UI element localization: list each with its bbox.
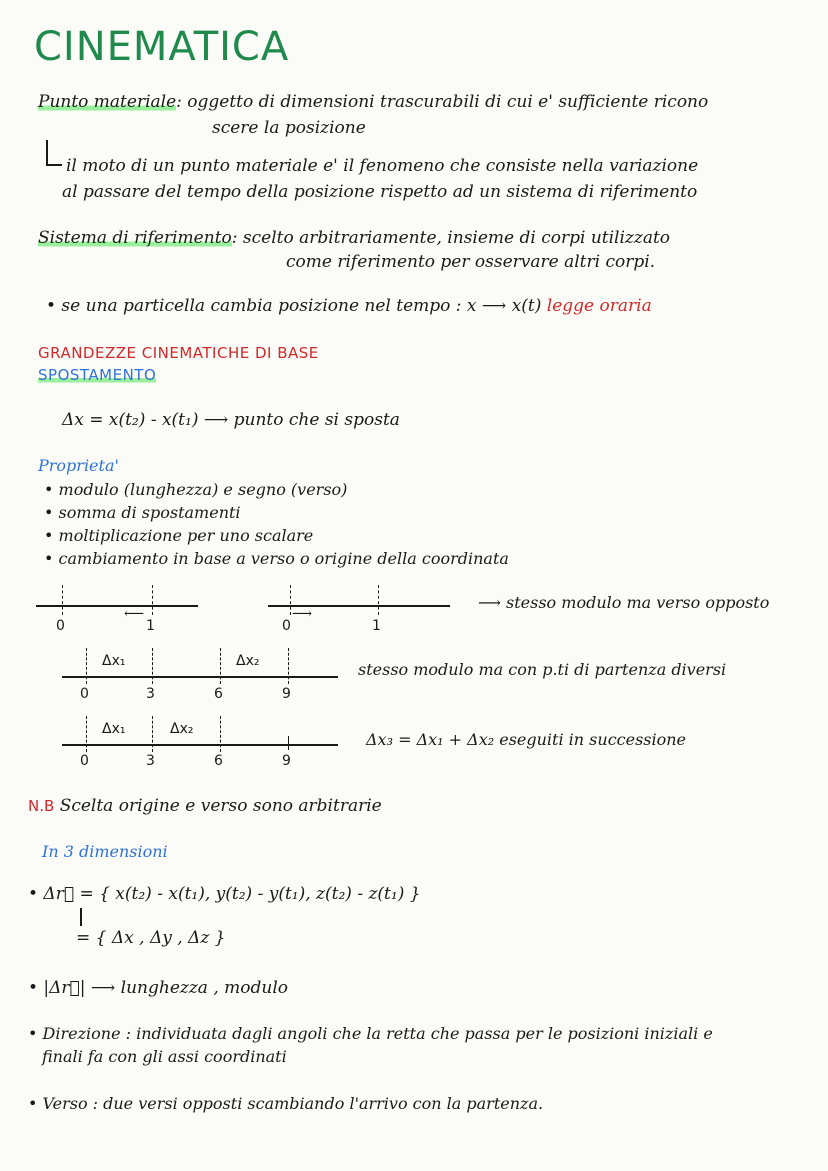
sistema-riferimento-def: : scelto arbitrariamente, insieme di corpi utilizzato [231, 228, 671, 248]
dimensioni-heading: In 3 dimensioni [42, 842, 168, 861]
grandezze-heading: GRANDEZZE CINEMATICHE DI BASE [38, 344, 319, 362]
axis-label: 9 [282, 686, 291, 702]
delta-r-modulo: • |Δr⃗| ⟶ lunghezza , modulo [28, 978, 289, 998]
diagram-note: ⟶ stesso modulo ma verso opposto [478, 593, 770, 612]
verso-line: • Verso : due versi opposti scambiando l'arrivo con la partenza. [28, 1094, 544, 1113]
nb-line [28, 796, 382, 816]
axis-tick [86, 716, 87, 752]
spostamento-heading [38, 366, 156, 384]
axis-label: 6 [214, 686, 223, 702]
axis-label: 0 [56, 618, 65, 634]
nb-label: N.B [28, 797, 55, 815]
axis-tick [378, 585, 379, 615]
delta-label: Δx₂ [170, 721, 194, 737]
legge-oraria-line [46, 296, 652, 316]
proprieta-item: • cambiamento in base a verso o origine della coordinata [44, 549, 509, 568]
diagram-note: Δx₃ = Δx₁ + Δx₂ eseguiti in successione [366, 730, 687, 749]
axis-tick [152, 585, 153, 615]
axis-line [62, 744, 338, 746]
sistema-riferimento-term: Sistema di riferimento [38, 228, 232, 248]
proprieta-item: • somma di spostamenti [44, 503, 241, 522]
axis-tick [220, 716, 221, 752]
punto-materiale-def: : oggetto di dimensioni trascurabili di cui e' sufficiente ricono [176, 92, 709, 112]
legge-oraria-label: legge oraria [546, 296, 652, 316]
direzione-line2: finali fa con gli assi coordinati [42, 1047, 287, 1066]
moto-note-line2: al passare del tempo della posizione rispetto ad un sistema di riferimento [62, 182, 698, 202]
proprieta-item: • moltiplicazione per uno scalare [44, 526, 314, 545]
proprieta-item: • modulo (lunghezza) e segno (verso) [44, 480, 348, 499]
axis-label: 0 [282, 618, 291, 634]
axis-tick [62, 585, 63, 615]
axis-tick [152, 716, 153, 752]
axis-label: 9 [282, 753, 291, 769]
moto-note-line1: il moto di un punto materiale e' il fenomeno che consiste nella variazione [66, 156, 699, 176]
direzione-line1: • Direzione : individuata dagli angoli che la retta che passa per le posizioni iniziali e [28, 1024, 713, 1043]
equals-connector [80, 908, 82, 926]
axis-label: 1 [146, 618, 155, 634]
delta-label: Δx₁ [102, 721, 126, 737]
punto-materiale-line [38, 92, 708, 112]
axis-label: 1 [372, 618, 381, 634]
punto-materiale-def-cont: scere la posizione [212, 118, 366, 138]
axis-label: 0 [80, 753, 89, 769]
axis-line [36, 605, 198, 607]
spostamento-label: SPOSTAMENTO [38, 366, 157, 384]
axis-tick [86, 648, 87, 684]
sistema-riferimento-line [38, 228, 670, 248]
axis-line [62, 676, 338, 678]
note-arrow-stem [46, 140, 48, 166]
axis-label: 3 [146, 753, 155, 769]
axis-tick [288, 648, 289, 684]
note-arrow-head [46, 164, 62, 166]
delta-r-short: = { Δx , Δy , Δz } [76, 928, 226, 948]
delta-label: Δx₂ [236, 653, 260, 669]
diagram-note: stesso modulo ma con p.ti di partenza diversi [358, 660, 727, 679]
axis-tick [152, 648, 153, 684]
axis-label: 0 [80, 686, 89, 702]
axis-label: 3 [146, 686, 155, 702]
spostamento-formula: Δx = x(t₂) - x(t₁) ⟶ punto che si sposta [62, 410, 400, 430]
proprieta-heading: Proprieta' [38, 456, 119, 475]
page-title: CINEMATICA [34, 24, 290, 70]
arrow-left-icon: ⟵ [124, 606, 145, 622]
punto-materiale-term: Punto materiale [38, 92, 177, 112]
axis-label: 6 [214, 753, 223, 769]
delta-r-components: • Δr⃗ = { x(t₂) - x(t₁), y(t₂) - y(t₁), z(t₂) - z(t₁) } [28, 884, 421, 904]
axis-tick [290, 585, 291, 615]
axis-tick [220, 648, 221, 684]
nb-text: Scelta origine e verso sono arbitrarie [59, 796, 382, 816]
arrow-right-icon: ⟶ [292, 606, 313, 622]
axis-tick [288, 736, 289, 750]
sistema-riferimento-def-cont: come riferimento per osservare altri corpi. [286, 252, 656, 272]
delta-label: Δx₁ [102, 653, 126, 669]
legge-oraria-text: • se una particella cambia posizione nel tempo : x ⟶ x(t) [46, 296, 542, 316]
